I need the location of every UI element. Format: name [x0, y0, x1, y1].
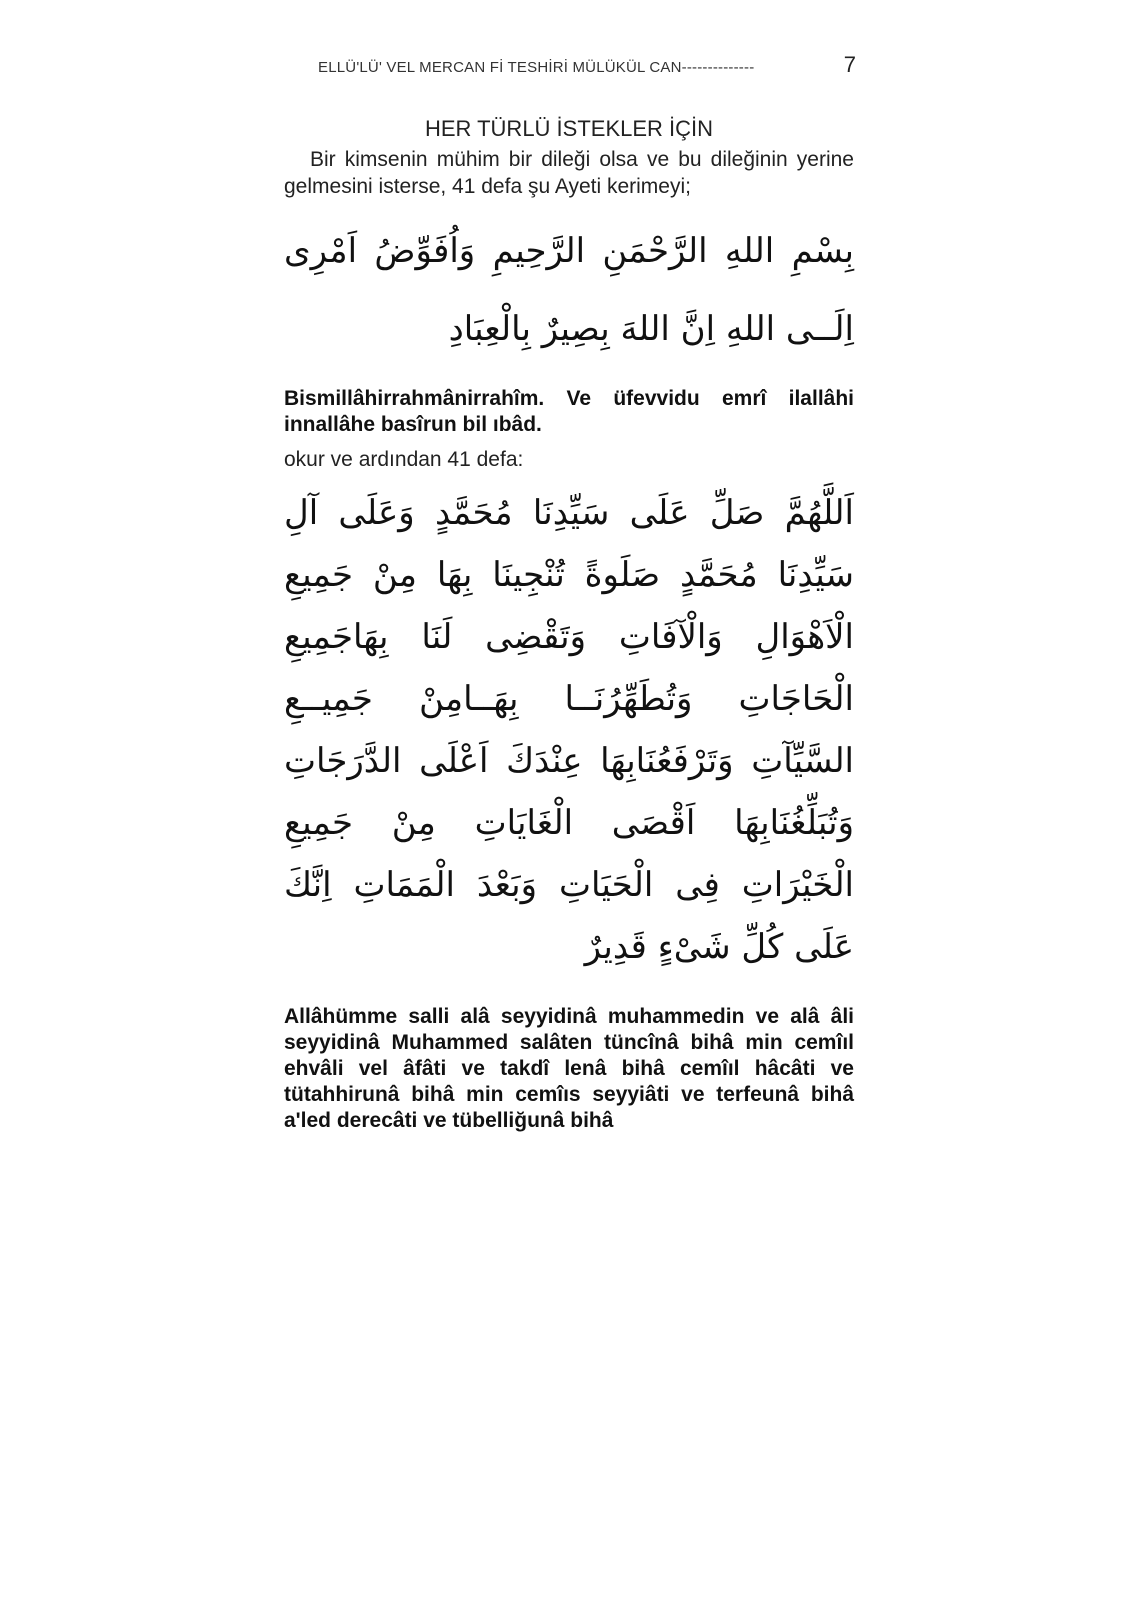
transliteration-basmala: Bismillâhirrahmânirrahîm. Ve üfevvidu emrî ilallâhi innallâhe basîrun bil ıbâd.	[284, 387, 854, 436]
intro-paragraph: Bir kimsenin mühim bir dileği olsa ve bu dileğinin yerine gelmesini isterse, 41 defa şu Ayeti kerimeyi;	[284, 148, 854, 198]
arabic-verse-basmala: بِسْمِ اللهِ الرَّحْمَنِ الرَّحِيمِ وَاُفَوِّضُ اَمْرِى اِلَــى اللهِ اِنَّ اللهَ بِصِيرٌ بِالْعِبَادِ	[284, 231, 854, 349]
page-content	[284, 116, 854, 1134]
arabic-salawat: اَللَّهُمَّ صَلِّ عَلَى سَيِّدِنَا مُحَمَّدٍ وَعَلَى آلِ سَيِّدِنَا مُحَمَّدٍ صَلَوةً تُنْجِينَا بِهَا مِنْ جَمِيعِ الْاَهْوَالِ وَالْآفَاتِ وَتَقْضِى لَنَا بِهَاجَمِيعِ الْحَاجَاتِ وَتُطَهِّرُنَــا بِهَــامِنْ جَمِيــعِ السَّيِّآتِ وَتَرْفَعُنَابِهَا عِنْدَكَ اَعْلَى الدَّرَجَاتِ وَتُبَلِّغُنَابِهَا اَقْصَى الْغَايَاتِ مِنْ جَمِيعِ الْخَيْرَاتِ فِى الْحَيَاتِ وَبَعْدَ الْمَمَاتِ اِنَّكَ عَلَى كُلِّ شَىْءٍ قَدِيرٌ	[284, 493, 854, 967]
section-heading: HER TÜRLÜ İSTEKLER İÇİN	[424, 116, 714, 141]
page-number: 7	[843, 52, 856, 77]
running-title: ELLÜ'LÜ' VEL MERCAN Fİ TESHİRİ MÜLÜKÜL CAN--------------	[318, 59, 755, 76]
instruction-text: okur ve ardından 41 defa:	[284, 448, 524, 471]
page-header	[318, 52, 856, 78]
transliteration-salawat: Allâhümme salli alâ seyyidinâ muhammedin ve alâ âli seyyidinâ Muhammed salâten tüncînâ bihâ min cemîıl ehvâli vel âfâti ve takdî lenâ bihâ cemîıl hâcâti ve tütahhirunâ bihâ min cemîıs seyyiâti ve terfeunâ bihâ a'led derecâti ve tübelliğunâ bihâ	[284, 1005, 854, 1132]
